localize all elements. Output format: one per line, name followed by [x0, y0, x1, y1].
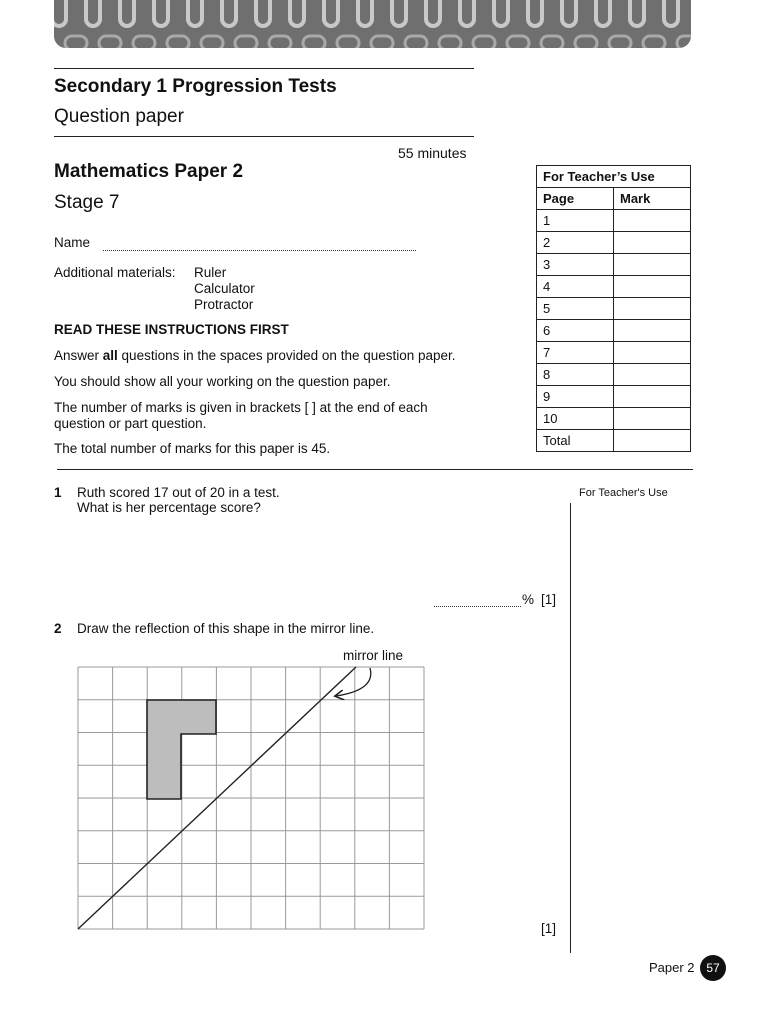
total-mark-cell[interactable] — [614, 430, 691, 452]
page-cell: 2 — [537, 232, 614, 254]
mark-cell[interactable] — [614, 254, 691, 276]
teacher-table-title-row — [537, 166, 691, 188]
col-mark-header: Mark — [614, 188, 691, 210]
instruction-1-bold: all — [102, 348, 118, 363]
page-cell: 4 — [537, 276, 614, 298]
material-calculator: Calculator — [194, 281, 255, 296]
instruction-1-post: questions in the spaces provided on the question paper. — [117, 348, 456, 363]
page-cell: 7 — [537, 342, 614, 364]
q1-marks: [1] — [541, 592, 557, 607]
instruction-4: The total number of marks for this paper is 45. — [54, 441, 331, 456]
page-cell: 5 — [537, 298, 614, 320]
mark-cell[interactable] — [614, 408, 691, 430]
doc-type: Question paper — [54, 106, 184, 127]
mark-cell[interactable] — [614, 276, 691, 298]
instruction-3b: question or part question. — [54, 416, 207, 431]
page-cell: 6 — [537, 320, 614, 342]
rule-mid — [54, 136, 474, 137]
page-cell: 1 — [537, 210, 614, 232]
table-row-total — [537, 430, 691, 452]
table-row — [537, 364, 691, 386]
q1-line2: What is her percentage score? — [77, 500, 261, 515]
table-row — [537, 232, 691, 254]
table-row — [537, 342, 691, 364]
mark-cell[interactable] — [614, 320, 691, 342]
table-row — [537, 298, 691, 320]
series-title: Secondary 1 Progression Tests — [54, 76, 337, 97]
material-protractor: Protractor — [194, 297, 254, 312]
banner-pattern — [54, 0, 691, 48]
instruction-1-pre: Answer — [54, 348, 103, 363]
teacher-table-header-row — [537, 188, 691, 210]
q1-unit: % — [522, 592, 535, 607]
margin-label: For Teacher's Use — [579, 487, 668, 499]
material-ruler: Ruler — [194, 265, 227, 280]
mirror-arrow-icon — [336, 668, 371, 696]
mark-cell[interactable] — [614, 210, 691, 232]
table-row — [537, 408, 691, 430]
q2-grid-diagram[interactable] — [70, 660, 440, 940]
q1-line1: Ruth scored 17 out of 20 in a test. — [77, 485, 280, 500]
table-row — [537, 386, 691, 408]
mirror-line-label: mirror line — [343, 648, 404, 663]
instruction-1 — [54, 348, 456, 363]
instructions-heading: READ THESE INSTRUCTIONS FIRST — [54, 322, 289, 337]
materials-label: Additional materials: — [54, 265, 176, 280]
instruction-2: You should show all your working on the question paper. — [54, 374, 391, 389]
instruction-3a: The number of marks is given in brackets [ ] at the end of each — [54, 400, 428, 415]
table-row — [537, 210, 691, 232]
page-cell: 10 — [537, 408, 614, 430]
total-cell: Total — [537, 430, 614, 452]
duration: 55 minutes — [398, 145, 467, 161]
grid-lines — [78, 667, 424, 929]
mark-cell[interactable] — [614, 342, 691, 364]
teacher-use-table — [536, 165, 691, 452]
section-divider — [57, 469, 693, 470]
mark-cell[interactable] — [614, 364, 691, 386]
mark-cell[interactable] — [614, 232, 691, 254]
paper-title: Mathematics Paper 2 — [54, 161, 244, 182]
page-cell: 8 — [537, 364, 614, 386]
table-row — [537, 320, 691, 342]
page-cell: 3 — [537, 254, 614, 276]
q1-number: 1 — [54, 485, 62, 500]
rule-top — [54, 68, 474, 69]
table-row — [537, 254, 691, 276]
col-page-header: Page — [537, 188, 614, 210]
l-shape — [147, 700, 216, 799]
table-row — [537, 276, 691, 298]
q2-number: 2 — [54, 621, 62, 636]
mark-cell[interactable] — [614, 298, 691, 320]
page-cell: 9 — [537, 386, 614, 408]
name-label: Name — [54, 235, 91, 250]
q2-marks: [1] — [541, 921, 557, 936]
header-banner — [54, 0, 691, 48]
q1-answer-field[interactable] — [434, 606, 521, 607]
stage: Stage 7 — [54, 192, 120, 213]
teacher-table-title: For Teacher’s Use — [537, 166, 691, 188]
q2-text: Draw the reflection of this shape in the mirror line. — [77, 621, 375, 636]
margin-line — [570, 503, 571, 953]
mark-cell[interactable] — [614, 386, 691, 408]
page-number-badge: 57 — [700, 955, 726, 981]
name-field[interactable] — [103, 250, 416, 251]
footer-paper: Paper 2 — [649, 960, 695, 975]
